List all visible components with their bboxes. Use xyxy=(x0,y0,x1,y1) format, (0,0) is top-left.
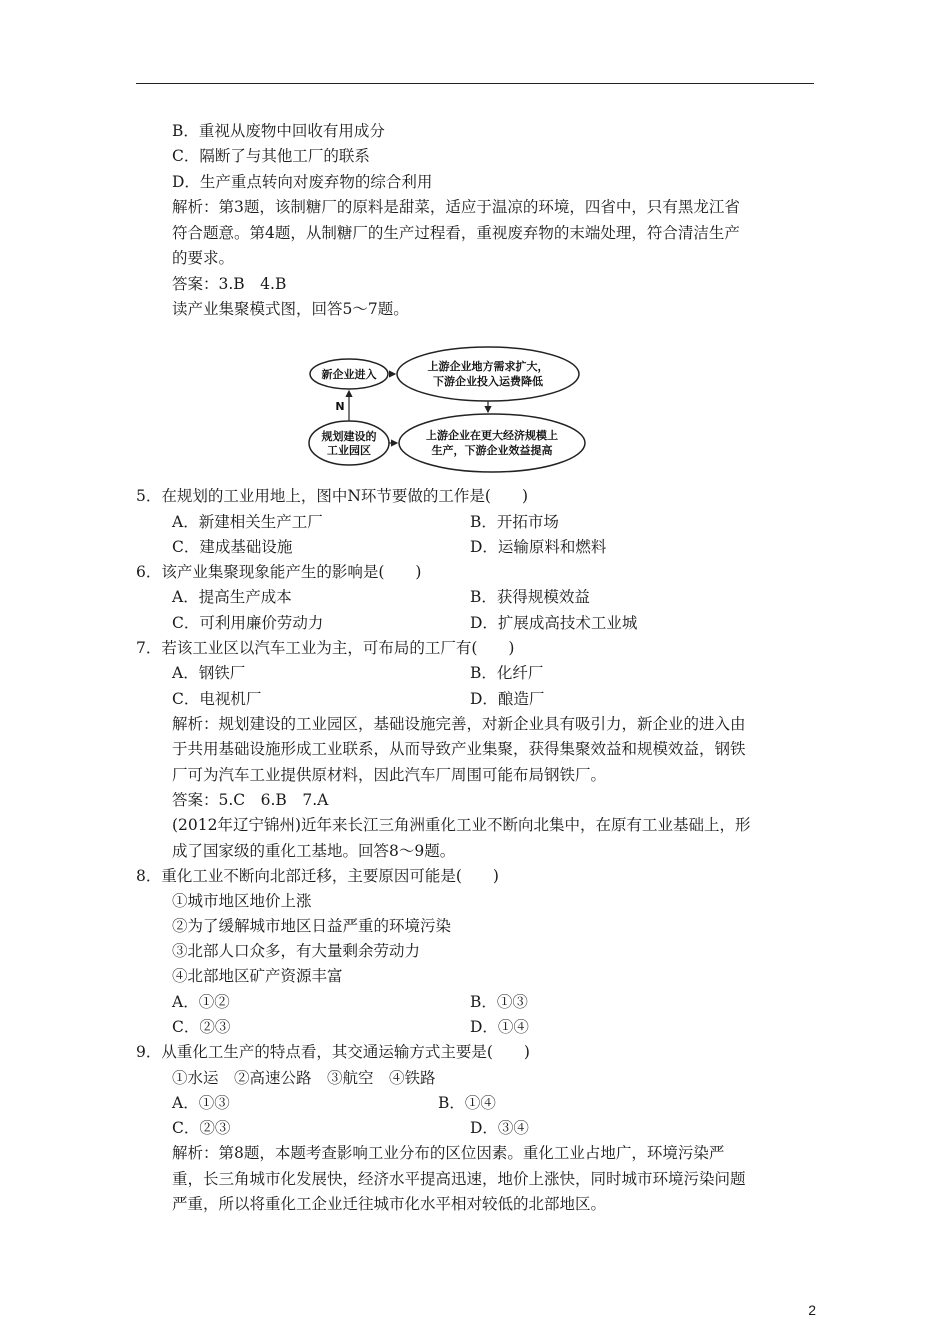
intro-8-9-line1: (2012年辽宁锦州)近年来长江三角洲重化工业不断向北集中，在原有工业基础上，形 xyxy=(172,816,751,834)
node-upstream-demand-line2: 下游企业投入运费降低 xyxy=(433,375,543,388)
q7-option-b: B．化纤厂 xyxy=(470,664,544,682)
node-new-enterprise-label: 新企业进入 xyxy=(321,368,377,381)
analysis-3-4-line3: 的要求。 xyxy=(172,249,235,267)
q8-item-4: ④北部地区矿产资源丰富 xyxy=(172,967,343,985)
q5-option-b: B．开拓市场 xyxy=(470,513,559,531)
q6-option-c: C．可利用廉价劳动力 xyxy=(172,614,324,632)
node-upstream-demand xyxy=(397,347,579,401)
option-b-q4: B．重视从废物中回收有用成分 xyxy=(172,122,385,140)
q9-option-c: C．②③ xyxy=(172,1119,231,1137)
intro-5-7: 读产业集聚模式图，回答5～7题。 xyxy=(172,300,409,318)
q5-option-a: A．新建相关生产工厂 xyxy=(172,513,323,531)
node-scale-economy-line2: 生产，下游企业效益提高 xyxy=(431,444,553,457)
q9-option-a: A．①③ xyxy=(172,1094,230,1112)
node-industrial-park-line1: 规划建设的 xyxy=(321,430,377,443)
node-scale-economy-line1: 上游企业在更大经济规模上 xyxy=(426,429,558,442)
analysis-5-7-line2: 于共用基础设施形成工业联系，从而导致产业集聚，获得集聚效益和规模效益，钢铁 xyxy=(172,740,746,758)
q8-item-3: ③北部人口众多，有大量剩余劳动力 xyxy=(172,942,421,960)
question-5: 5．在规划的工业用地上，图中N环节要做的工作是( ) xyxy=(136,487,529,505)
option-c-q4: C．隔断了与其他工厂的联系 xyxy=(172,147,370,165)
q7-option-a: A．钢铁厂 xyxy=(172,664,246,682)
answer-3-4: 答案：3.B 4.B xyxy=(172,275,287,293)
analysis-8-9-line3: 严重，所以将重化工企业迁往城市化水平相对较低的北部地区。 xyxy=(172,1195,607,1213)
option-d-q4: D．生产重点转向对废弃物的综合利用 xyxy=(172,173,433,191)
q8-item-1: ①城市地区地价上涨 xyxy=(172,892,312,910)
intro-8-9-line2: 成了国家级的重化工基地。回答8～9题。 xyxy=(172,842,456,860)
q9-option-b: B．①④ xyxy=(438,1094,496,1112)
node-scale-economy xyxy=(399,414,585,472)
question-9: 9．从重化工生产的特点看，其交通运输方式主要是( ) xyxy=(136,1043,530,1061)
label-n: N xyxy=(335,400,345,413)
q5-option-d: D．运输原料和燃料 xyxy=(470,538,607,556)
analysis-5-7-line3: 厂可为汽车工业提供原材料，因此汽车厂周围可能布局钢铁厂。 xyxy=(172,766,607,784)
question-7: 7．若该工业区以汽车工业为主，可布局的工厂有( ) xyxy=(136,639,515,657)
analysis-8-9-line1: 解析：第8题，本题考查影响工业分布的区位因素。重化工业占地广，环境污染严 xyxy=(172,1144,725,1162)
analysis-8-9-line2: 重，长三角城市化发展快，经济水平提高迅速，地价上涨快，同时城市环境污染问题 xyxy=(172,1170,746,1188)
page-number: 2 xyxy=(808,1302,816,1318)
q8-option-d: D．①④ xyxy=(470,1018,529,1036)
q7-option-d: D．酿造厂 xyxy=(470,690,545,708)
q5-option-c: C．建成基础设施 xyxy=(172,538,293,556)
node-industrial-park-line2: 工业园区 xyxy=(327,444,371,457)
q8-option-a: A．①② xyxy=(172,993,230,1011)
question-6: 6．该产业集聚现象能产生的影响是( ) xyxy=(136,563,422,581)
q8-option-b: B．①③ xyxy=(470,993,528,1011)
q6-option-a: A．提高生产成本 xyxy=(172,588,292,606)
q9-option-d: D．③④ xyxy=(470,1119,529,1137)
q9-items: ①水运 ②高速公路 ③航空 ④铁路 xyxy=(172,1069,436,1087)
q6-option-d: D．扩展成高技术工业城 xyxy=(470,614,638,632)
question-8: 8．重化工业不断向北部迁移，主要原因可能是( ) xyxy=(136,867,499,885)
header-rule xyxy=(136,83,814,84)
q7-option-c: C．电视机厂 xyxy=(172,690,262,708)
node-upstream-demand-line1: 上游企业地方需求扩大， xyxy=(427,360,549,373)
answer-5-7: 答案：5.C 6.B 7.A xyxy=(172,791,329,809)
node-industrial-park xyxy=(309,421,389,465)
q6-option-b: B．获得规模效益 xyxy=(470,588,590,606)
analysis-5-7-line1: 解析：规划建设的工业园区，基础设施完善，对新企业具有吸引力，新企业的进入由 xyxy=(172,715,746,733)
analysis-3-4-line2: 符合题意。第4题，从制糖厂的生产过程看，重视废弃物的末端处理，符合清洁生产 xyxy=(172,224,740,242)
analysis-3-4-line1: 解析：第3题，该制糖厂的原料是甜菜，适应于温凉的环境，四省中，只有黑龙江省 xyxy=(172,198,740,216)
q8-item-2: ②为了缓解城市地区日益严重的环境污染 xyxy=(172,917,452,935)
industry-cluster-diagram xyxy=(300,340,600,475)
q8-option-c: C．②③ xyxy=(172,1018,231,1036)
